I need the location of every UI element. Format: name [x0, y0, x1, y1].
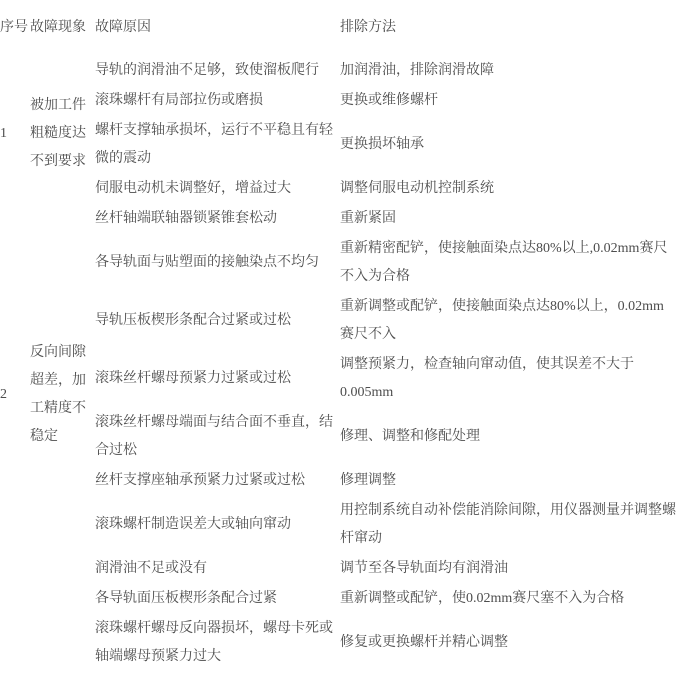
cause-cell: 滚珠螺杆有局部拉伤或磨损 [95, 93, 263, 108]
col-header-phenomenon: 故障现象 [30, 20, 86, 35]
remedy-cell: 重新调整或配铲，使接触面染点达80%以上，0.02mm赛尺不入 [340, 299, 664, 342]
cause-cell: 丝杆轴端联轴器锁紧锥套松动 [95, 211, 277, 226]
table-row [0, 408, 676, 466]
phenomenon-cell: 反向间隙超差，加工精度不稳定 [30, 344, 86, 444]
cause-cell: 各导轨面与贴塑面的接触染点不均匀 [95, 255, 319, 270]
table-row [0, 554, 676, 584]
seq-cell: 1 [0, 125, 7, 141]
header-row [0, 0, 676, 56]
cause-cell: 丝杆支撑座轴承预紧力过紧或过松 [95, 473, 305, 488]
cause-cell: 各导轨面压板楔形条配合过紧 [95, 591, 277, 606]
table-row [0, 174, 676, 204]
remedy-cell: 重新紧固 [340, 211, 396, 226]
table-row [0, 56, 676, 86]
remedy-cell: 重新精密配铲，使接触面染点达80%以上,0.02mm赛尺不入为合格 [340, 241, 668, 284]
table-row [0, 292, 676, 350]
remedy-cell: 修复或更换螺杆并精心调整 [340, 635, 508, 650]
cause-cell: 导轨压板楔形条配合过紧或过松 [95, 313, 291, 328]
table-row [0, 614, 676, 672]
remedy-cell: 重新调整或配铲，使0.02mm赛尺塞不入为合格 [340, 591, 625, 606]
remedy-cell: 更换损坏轴承 [340, 137, 424, 152]
remedy-cell: 用控制系统自动补偿能消除间隙，用仪器测量并调整螺杆窜动 [340, 503, 676, 546]
col-header-seq: 序号 [0, 20, 28, 35]
cause-cell: 滚珠丝杆螺母预紧力过紧或过松 [95, 371, 291, 386]
table-row [0, 86, 676, 116]
table-row [0, 466, 676, 496]
remedy-cell: 更换或维修螺杆 [340, 93, 438, 108]
table-row [0, 584, 676, 614]
remedy-cell: 修理调整 [340, 473, 396, 488]
table-row [0, 496, 676, 554]
table-row [0, 204, 676, 234]
remedy-cell: 调整伺服电动机控制系统 [340, 181, 494, 196]
cause-cell: 滚珠丝杆螺母端面与结合面不垂直，结合过松 [95, 415, 333, 458]
cause-cell: 滚珠螺杆制造误差大或轴向窜动 [95, 517, 291, 532]
cause-cell: 润滑油不足或没有 [95, 561, 207, 576]
col-header-cause: 故障原因 [95, 20, 151, 35]
cause-cell: 伺服电动机未调整好，增益过大 [95, 181, 291, 196]
remedy-cell: 加润滑油，排除润滑故障 [340, 63, 494, 78]
seq-cell: 2 [0, 386, 7, 402]
remedy-cell: 调节至各导轨面均有润滑油 [340, 561, 508, 576]
table-row [0, 234, 676, 292]
remedy-cell: 调整预紧力，检查轴向窜动值，使其误差不大于0.005mm [340, 357, 634, 400]
cause-cell: 螺杆支撑轴承损坏，运行不平稳且有轻微的震动 [95, 123, 333, 166]
col-header-remedy: 排除方法 [340, 20, 396, 35]
cause-cell: 导轨的润滑油不足够，致使溜板爬行 [95, 63, 319, 78]
table-row [0, 116, 676, 174]
table-row [0, 350, 676, 408]
remedy-cell: 修理、调整和修配处理 [340, 429, 480, 444]
cause-cell: 滚珠螺杆螺母反向器损坏，螺母卡死或轴端螺母预紧力过大 [95, 621, 333, 664]
phenomenon-cell: 被加工件粗糙度达不到要求 [30, 97, 86, 169]
